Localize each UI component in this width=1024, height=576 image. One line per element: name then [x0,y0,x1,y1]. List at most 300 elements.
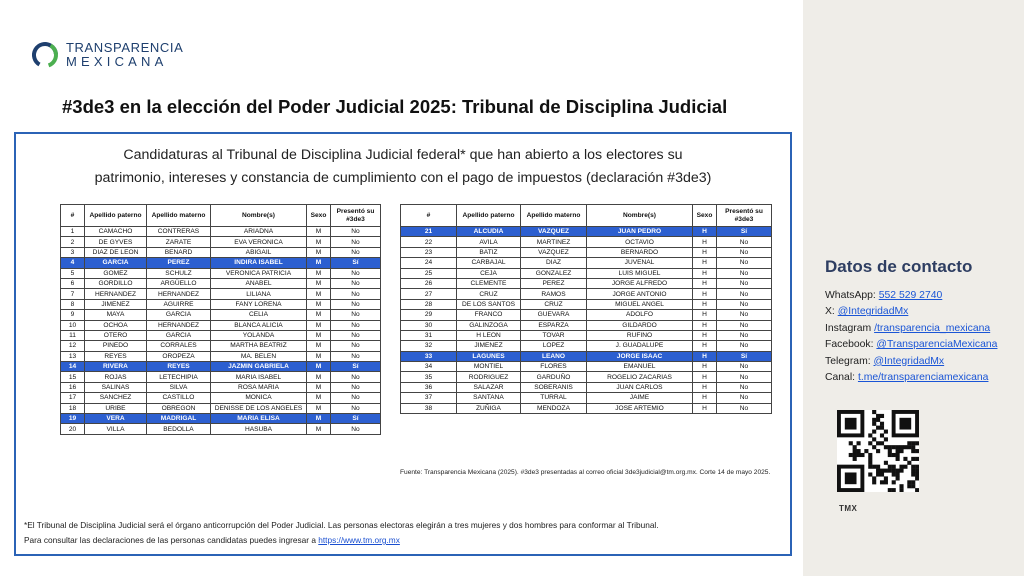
table-row [401,372,772,382]
cell-presento-3de3: No [331,351,381,361]
cell-row-number: 26 [401,278,457,288]
cell-apellido-paterno: REYES [85,351,147,361]
table-row [61,351,381,361]
cell-presento-3de3: No [717,278,772,288]
cell-row-number: 13 [61,351,85,361]
table-row [401,247,772,257]
table-row [61,341,381,351]
cell-nombre: ROGELIO ZACARIAS [587,372,693,382]
column-header: # [401,205,457,227]
cell-apellido-materno: MADRIGAL [147,414,211,424]
column-header: Nombre(s) [587,205,693,227]
cell-apellido-paterno: HERNANDEZ [85,289,147,299]
cell-row-number: 5 [61,268,85,278]
contact-label: Facebook: [825,339,877,351]
cell-apellido-paterno: GORDILLO [85,278,147,288]
cell-apellido-materno: MENDOZA [521,403,587,413]
cell-sexo: M [307,227,331,237]
cell-presento-3de3: Sí [717,227,772,237]
cell-row-number: 8 [61,299,85,309]
cell-presento-3de3: No [331,299,381,309]
table-row [61,320,381,330]
cell-row-number: 11 [61,330,85,340]
cell-apellido-materno: PEREZ [521,278,587,288]
cell-row-number: 3 [61,247,85,257]
cell-apellido-paterno: VILLA [85,424,147,434]
cell-row-number: 19 [61,414,85,424]
cell-apellido-paterno: BATIZ [457,247,521,257]
column-header: Presentó su #3de3 [331,205,381,227]
contact-facebook [825,337,997,353]
source-note: Fuente: Transparencia Mexicana (2025). #3de3 presentadas al correo oficial 3de3judicial@tm.org.mx. Corte 14 de mayo 2025. [400,469,771,476]
contact-sidebar [803,0,1024,576]
cell-apellido-materno: DIAZ [521,258,587,268]
cell-nombre: JOSE ARTEMIO [587,403,693,413]
cell-presento-3de3: No [717,382,772,392]
cell-apellido-paterno: SANCHEZ [85,393,147,403]
cell-sexo: H [693,278,717,288]
cell-nombre: EVA VERONICA [211,237,307,247]
cell-presento-3de3: Sí [717,351,772,361]
cell-apellido-materno: ZARATE [147,237,211,247]
cell-sexo: M [307,424,331,434]
cell-presento-3de3: No [331,268,381,278]
cell-sexo: M [307,362,331,372]
cell-apellido-paterno: OCHOA [85,320,147,330]
cell-apellido-materno: GUEVARA [521,310,587,320]
cell-nombre: GILDARDO [587,320,693,330]
cell-nombre: JORGE ANTONIO [587,289,693,299]
cell-presento-3de3: No [717,247,772,257]
column-header: Apellido paterno [85,205,147,227]
cell-apellido-materno: HERNANDEZ [147,289,211,299]
logo-line1: TRANSPARENCIA [66,40,184,56]
contact-label: WhatsApp: [825,290,879,301]
cell-apellido-paterno: MAYA [85,310,147,320]
cell-sexo: H [693,403,717,413]
cell-row-number: 14 [61,362,85,372]
cell-apellido-paterno: CAMACHO [85,227,147,237]
cell-apellido-paterno: DE LOS SANTOS [457,299,521,309]
cell-nombre: BERNARDO [587,247,693,257]
cell-nombre: FANY LORENA [211,299,307,309]
cell-apellido-paterno: CEJA [457,268,521,278]
table-row [61,227,381,237]
cell-apellido-materno: CRUZ [521,299,587,309]
cell-presento-3de3: No [331,424,381,434]
cell-apellido-materno: LOPEZ [521,341,587,351]
cell-sexo: H [693,330,717,340]
cell-apellido-paterno: CLEMENTE [457,278,521,288]
cell-sexo: H [693,393,717,403]
cell-apellido-paterno: OTERO [85,330,147,340]
cell-apellido-paterno: CRUZ [457,289,521,299]
cell-apellido-materno: RAMOS [521,289,587,299]
cell-apellido-materno: REYES [147,362,211,372]
cell-row-number: 37 [401,393,457,403]
cell-row-number: 16 [61,382,85,392]
cell-sexo: H [693,237,717,247]
facebook-link[interactable]: @TransparenciaMexicana [876,339,998,351]
column-header: Nombre(s) [211,205,307,227]
table-row [401,403,772,413]
contact-x [825,304,997,320]
candidates-table-men [400,204,772,414]
table-row [401,320,772,330]
footnote-line1: *El Tribunal de Disciplina Judicial será el órgano anticorrupción del Poder Judicial. Las personas electoras elegirán a tres mujeres y dos hombres para conformar al Tribunal. [24,520,659,530]
footnote-prefix: Para consultar las declaraciones de las personas candidatas puedes ingresar a [24,535,319,545]
cell-sexo: M [307,247,331,257]
contact-whatsapp [825,288,997,304]
subtitle-line2: patrimonio, intereses y constancia de cumplimiento con el pago de impuestos (declaración #3de3) [94,170,712,186]
cell-apellido-paterno: H LEON [457,330,521,340]
cell-apellido-materno: TOVAR [521,330,587,340]
footnote [24,518,784,548]
column-header: Presentó su #3de3 [717,205,772,227]
cell-sexo: M [307,414,331,424]
cell-sexo: H [693,258,717,268]
table-row [61,330,381,340]
cell-apellido-paterno: AVILA [457,237,521,247]
cell-apellido-paterno: MONTIEL [457,362,521,372]
cell-presento-3de3: Sí [331,414,381,424]
cell-row-number: 35 [401,372,457,382]
cell-apellido-materno: SOBERANIS [521,382,587,392]
table-row [401,382,772,392]
cell-nombre: ANABEL [211,278,307,288]
cell-row-number: 31 [401,330,457,340]
cell-sexo: H [693,372,717,382]
qr-code-icon [837,410,919,492]
table-row [61,403,381,413]
column-header: Sexo [693,205,717,227]
column-header: Apellido paterno [457,205,521,227]
contact-channel [825,370,997,386]
cell-sexo: M [307,278,331,288]
cell-presento-3de3: No [331,330,381,340]
cell-nombre: MARTHA BEATRIZ [211,341,307,351]
cell-row-number: 4 [61,258,85,268]
table-row [401,330,772,340]
cell-apellido-materno: CONTRERAS [147,227,211,237]
cell-apellido-materno: GARDUÑO [521,372,587,382]
table-row [61,247,381,257]
table-row [401,289,772,299]
table-row [61,299,381,309]
cell-apellido-paterno: DE GYVES [85,237,147,247]
cell-nombre: MARIA ELISA [211,414,307,424]
cell-sexo: H [693,289,717,299]
cell-presento-3de3: No [717,237,772,247]
cell-apellido-materno: SCHULZ [147,268,211,278]
cell-apellido-materno: GARCIA [147,310,211,320]
cell-row-number: 20 [61,424,85,434]
cell-apellido-materno: OBREGON [147,403,211,413]
cell-row-number: 30 [401,320,457,330]
contact-telegram [825,354,997,370]
cell-apellido-materno: VAZQUEZ [521,247,587,257]
cell-nombre: DENISSE DE LOS ANGELES [211,403,307,413]
cell-apellido-paterno: PINEDO [85,341,147,351]
cell-apellido-paterno: ZUÑIGA [457,403,521,413]
table-row [61,393,381,403]
table-row [401,237,772,247]
cell-row-number: 21 [401,227,457,237]
cell-nombre: BLANCA ALICIA [211,320,307,330]
cell-nombre: MONICA [211,393,307,403]
cell-row-number: 17 [61,393,85,403]
cell-apellido-paterno: DIAZ DE LEON [85,247,147,257]
cell-apellido-materno: HERNANDEZ [147,320,211,330]
cell-sexo: M [307,237,331,247]
cell-nombre: INDIRA ISABEL [211,258,307,268]
table-row-highlighted [61,414,381,424]
cell-apellido-materno: BEDOLLA [147,424,211,434]
cell-nombre: EMANUEL [587,362,693,372]
cell-row-number: 22 [401,237,457,247]
column-header: Apellido materno [147,205,211,227]
cell-sexo: M [307,330,331,340]
cell-apellido-materno: CORRALES [147,341,211,351]
cell-nombre: RUFINO [587,330,693,340]
cell-presento-3de3: No [331,403,381,413]
cell-sexo: M [307,341,331,351]
cell-sexo: M [307,310,331,320]
logo [30,38,183,72]
contact-instagram [825,321,997,337]
cell-row-number: 18 [61,403,85,413]
cell-row-number: 36 [401,382,457,392]
cell-sexo: M [307,299,331,309]
instagram-link[interactable]: /transparencia_mexicana [874,322,991,334]
telegram-link[interactable]: @IntegridadMx [873,355,945,367]
cell-sexo: M [307,382,331,392]
cell-nombre: MIGUEL ANGEL [587,299,693,309]
cell-sexo: H [693,268,717,278]
cell-row-number: 10 [61,320,85,330]
cell-apellido-paterno: SANTANA [457,393,521,403]
cell-presento-3de3: No [717,310,772,320]
table-row [61,382,381,392]
cell-sexo: H [693,362,717,372]
contact-title: Datos de contacto [825,257,973,276]
cell-row-number: 6 [61,278,85,288]
cell-nombre: JUVENAL [587,258,693,268]
table-row-highlighted [401,351,772,361]
cell-presento-3de3: No [331,247,381,257]
tm-website-link[interactable]: https://www.tm.org.mx [318,535,400,545]
cell-nombre: JORGE ISAAC [587,351,693,361]
cell-presento-3de3: No [331,393,381,403]
cell-sexo: H [693,320,717,330]
cell-apellido-materno: MARTINEZ [521,237,587,247]
logo-line2: MEXICANA [66,54,168,69]
cell-apellido-materno: ARGÜELLO [147,278,211,288]
cell-apellido-materno: BENARD [147,247,211,257]
cell-row-number: 2 [61,237,85,247]
cell-presento-3de3: No [331,341,381,351]
cell-presento-3de3: Sí [331,362,381,372]
cell-row-number: 27 [401,289,457,299]
x-link[interactable]: @IntegridadMx [837,306,909,318]
candidates-table-women [60,204,381,435]
cell-nombre: JORGE ALFREDO [587,278,693,288]
cell-row-number: 7 [61,289,85,299]
cell-apellido-paterno: GOMEZ [85,268,147,278]
cell-nombre: YOLANDA [211,330,307,340]
cell-presento-3de3: No [331,372,381,382]
contact-label: X: [825,306,838,318]
cell-nombre: ADOLFO [587,310,693,320]
cell-nombre: VERONICA PATRICIA [211,268,307,278]
cell-apellido-materno: AGUIRRE [147,299,211,309]
cell-apellido-materno: VAZQUEZ [521,227,587,237]
contact-label: Telegram: [825,355,874,367]
cell-presento-3de3: No [331,382,381,392]
cell-nombre: ABIGAIL [211,247,307,257]
column-header: Sexo [307,205,331,227]
cell-apellido-paterno: RODRIGUEZ [457,372,521,382]
cell-nombre: ARIADNA [211,227,307,237]
cell-row-number: 38 [401,403,457,413]
table-row [401,362,772,372]
cell-apellido-paterno: LAGUNES [457,351,521,361]
logo-icon [30,40,60,70]
cell-apellido-materno: FLORES [521,362,587,372]
cell-nombre: CELIA [211,310,307,320]
table-row [401,278,772,288]
qr-label: TMX [839,504,858,513]
cell-apellido-paterno: SALAZAR [457,382,521,392]
cell-presento-3de3: No [331,278,381,288]
cell-presento-3de3: No [717,299,772,309]
whatsapp-link[interactable]: 552 529 2740 [878,290,943,301]
table-row [61,424,381,434]
cell-apellido-materno: TURRAL [521,393,587,403]
table-row [61,310,381,320]
cell-apellido-materno: GONZALEZ [521,268,587,278]
cell-apellido-materno: LETECHIPIA [147,372,211,382]
channel-link[interactable]: t.me/transparenciamexicana [857,372,989,384]
table-row [61,268,381,278]
cell-nombre: MA. BELEN [211,351,307,361]
candidates-panel [14,132,792,556]
table-row [61,372,381,382]
cell-apellido-paterno: ALCUDIA [457,227,521,237]
cell-apellido-paterno: GALINZOGA [457,320,521,330]
cell-nombre: LILIANA [211,289,307,299]
cell-nombre: J. GUADALUPE [587,341,693,351]
cell-sexo: M [307,403,331,413]
table-row-highlighted [61,362,381,372]
cell-row-number: 24 [401,258,457,268]
cell-row-number: 23 [401,247,457,257]
cell-nombre: JUAN CARLOS [587,382,693,392]
cell-apellido-materno: PEREZ [147,258,211,268]
cell-apellido-paterno: FRANCO [457,310,521,320]
cell-sexo: H [693,227,717,237]
table-row [61,278,381,288]
cell-presento-3de3: Sí [331,258,381,268]
table-row-highlighted [61,258,381,268]
cell-sexo: H [693,341,717,351]
cell-row-number: 12 [61,341,85,351]
contact-label: Canal: [825,372,858,384]
table-row [401,268,772,278]
cell-presento-3de3: No [717,330,772,340]
cell-apellido-paterno: VERA [85,414,147,424]
table-row-highlighted [401,227,772,237]
cell-apellido-paterno: JIMENEZ [85,299,147,309]
cell-presento-3de3: No [717,289,772,299]
cell-row-number: 1 [61,227,85,237]
cell-row-number: 15 [61,372,85,382]
cell-apellido-paterno: GARCIA [85,258,147,268]
cell-apellido-materno: LEANO [521,351,587,361]
table-row [61,289,381,299]
panel-subtitle [16,144,790,190]
cell-sexo: M [307,351,331,361]
cell-sexo: M [307,268,331,278]
cell-row-number: 25 [401,268,457,278]
cell-presento-3de3: No [331,289,381,299]
cell-presento-3de3: No [331,320,381,330]
contact-label: Instagram [825,322,875,334]
cell-apellido-paterno: RIVERA [85,362,147,372]
cell-apellido-paterno: SALINAS [85,382,147,392]
subtitle-line1: Candidaturas al Tribunal de Disciplina Judicial federal* que han abierto a los electores su [123,147,683,163]
cell-nombre: JAIME [587,393,693,403]
table-row [401,299,772,309]
table-row [61,237,381,247]
cell-nombre: MARIA ISABEL [211,372,307,382]
cell-presento-3de3: No [717,362,772,372]
cell-sexo: H [693,382,717,392]
cell-presento-3de3: No [717,341,772,351]
cell-nombre: JAZMIN GABRIELA [211,362,307,372]
cell-sexo: H [693,351,717,361]
cell-nombre: LUIS MIGUEL [587,268,693,278]
cell-sexo: M [307,320,331,330]
cell-sexo: M [307,372,331,382]
column-header: # [61,205,85,227]
table-row [401,393,772,403]
cell-apellido-paterno: URIBE [85,403,147,413]
cell-row-number: 34 [401,362,457,372]
cell-presento-3de3: No [331,227,381,237]
cell-presento-3de3: No [717,393,772,403]
cell-apellido-materno: SILVA [147,382,211,392]
table-row [401,341,772,351]
cell-row-number: 28 [401,299,457,309]
cell-row-number: 32 [401,341,457,351]
cell-presento-3de3: No [331,237,381,247]
cell-nombre: OCTAVIO [587,237,693,247]
column-header: Apellido materno [521,205,587,227]
cell-sexo: H [693,310,717,320]
cell-row-number: 29 [401,310,457,320]
cell-sexo: M [307,258,331,268]
cell-nombre: ROSA MARIA [211,382,307,392]
cell-apellido-materno: ESPARZA [521,320,587,330]
cell-presento-3de3: No [717,403,772,413]
cell-apellido-paterno: JIMENEZ [457,341,521,351]
cell-presento-3de3: No [717,320,772,330]
cell-presento-3de3: No [717,372,772,382]
table-row [401,310,772,320]
cell-sexo: M [307,393,331,403]
contact-list [825,288,997,386]
